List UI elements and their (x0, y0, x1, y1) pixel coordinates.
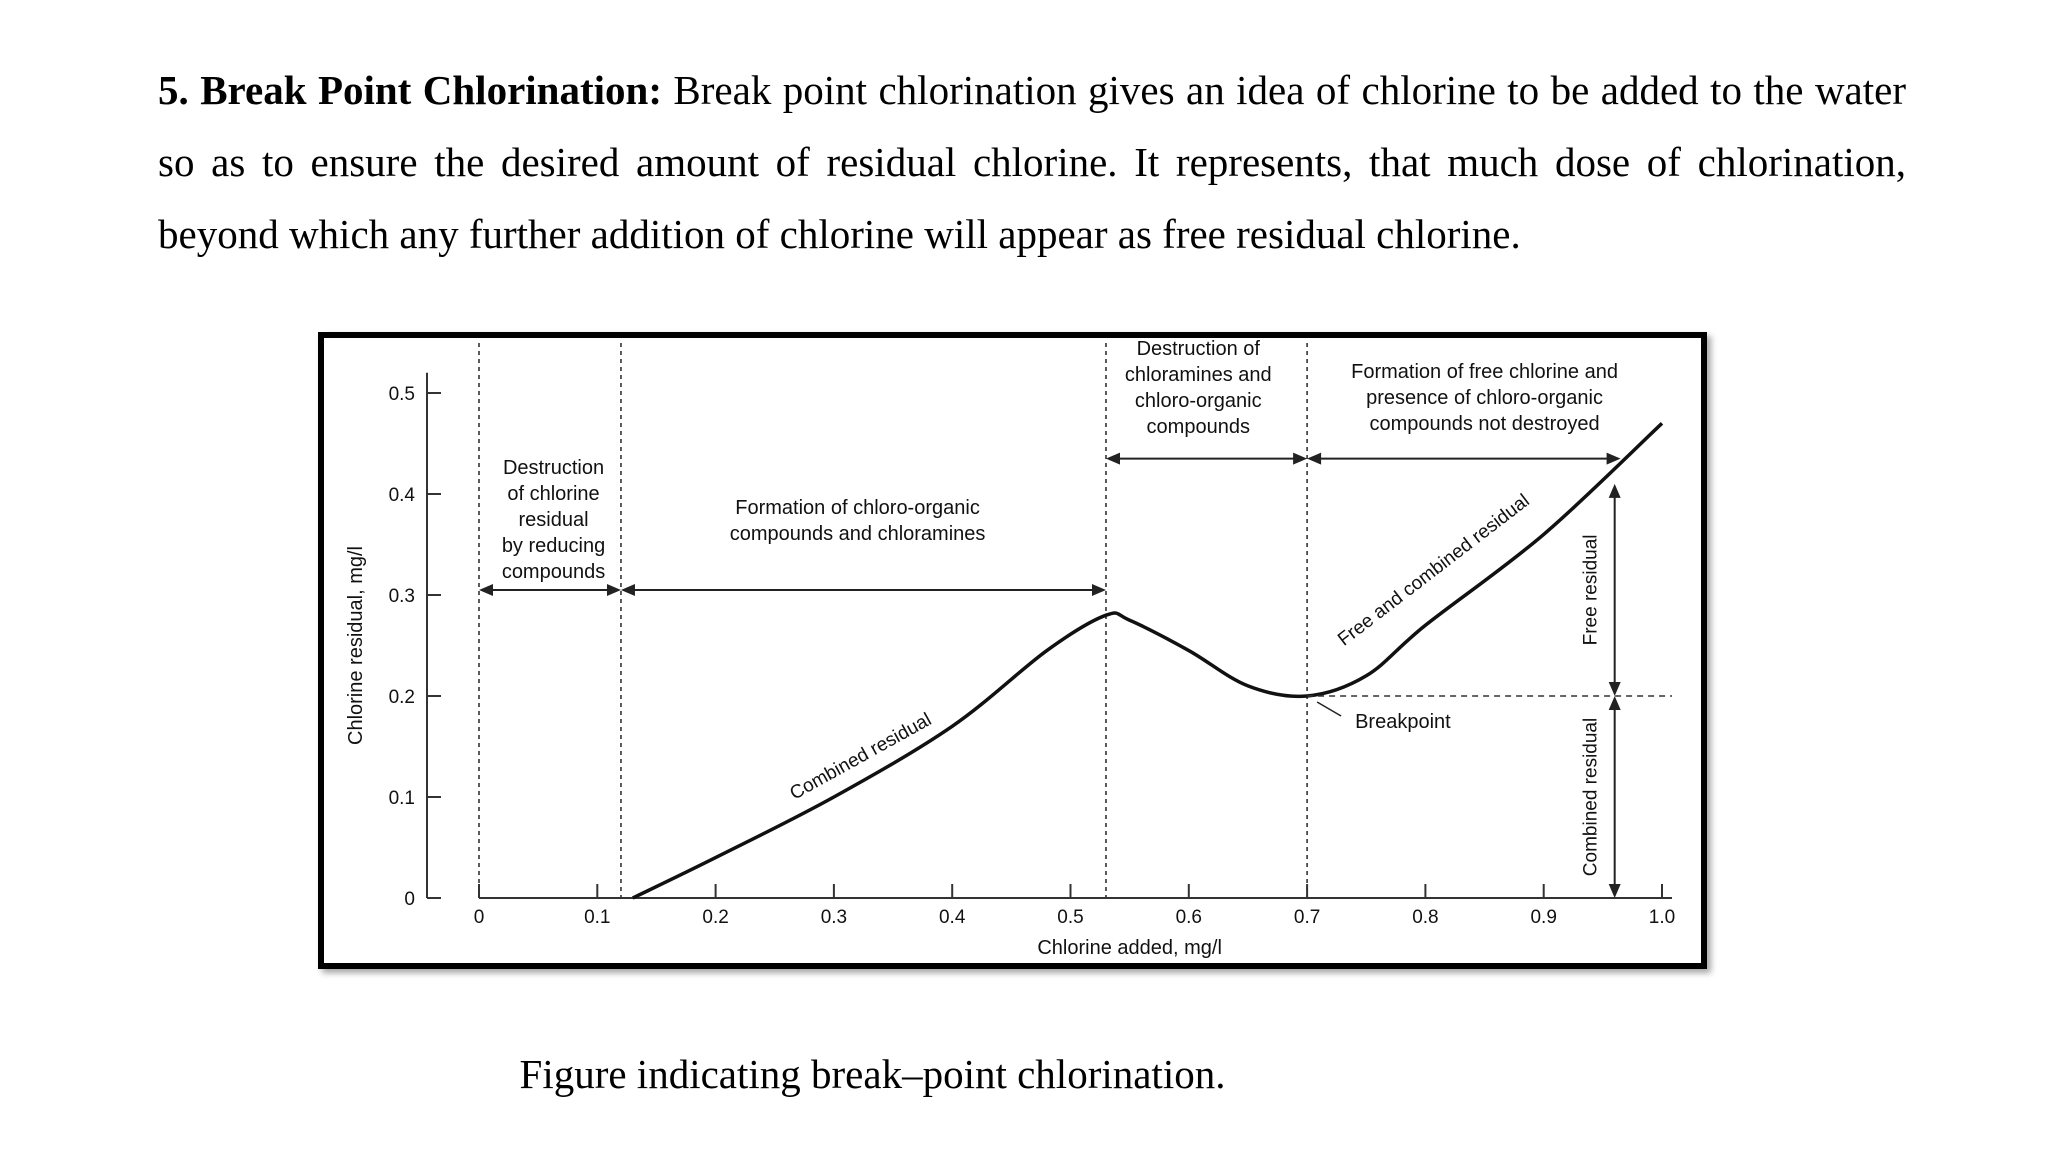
free-residual-arrow-head-top (1609, 484, 1621, 498)
paragraph-text: Break point chlorination gives an idea of chlorine to be added to the water so as to ensure the desired amount of residual chlorine. It represents, that much dose of chlorination, beyond which any further addition of chlorine will appear as free residual chlorine. (158, 67, 1906, 257)
x-tick-label: 0.3 (820, 907, 848, 928)
zone-3-text: chloro-organic (1134, 390, 1262, 412)
body-paragraph (158, 54, 1906, 270)
zone-2-arrow-head-right (1092, 584, 1106, 596)
x-tick-label: 0.2 (702, 907, 729, 928)
x-tick-label: 0.5 (1057, 907, 1084, 928)
zone-2-arrow-head-left (621, 584, 635, 596)
zone-1-text: by reducing (501, 534, 606, 557)
x-tick-label: 0.9 (1530, 907, 1557, 928)
zone-3-text: compounds (1146, 416, 1250, 438)
combined-residual-bar-label: Combined residual (1580, 717, 1602, 877)
x-tick-label: 0.4 (938, 907, 966, 928)
breakpoint-label: Breakpoint (1355, 711, 1451, 733)
zone-1-text: residual (518, 508, 589, 531)
chart-svg (324, 338, 1701, 963)
combined-residual-label: Combined residual (786, 709, 936, 805)
zone-4-text: Formation of free chlorine and (1351, 361, 1618, 383)
zone-4-text: compounds not destroyed (1369, 413, 1600, 435)
zone-2-text: Formation of chloro-organic (735, 497, 980, 520)
x-tick-label: 0.1 (584, 907, 611, 928)
residual-curve (633, 423, 1662, 898)
x-tick-label: 0.6 (1175, 907, 1203, 928)
free-residual-label: Free residual (1580, 534, 1602, 646)
y-tick-label: 0.4 (388, 485, 415, 506)
zone-2-text: compounds and chloramines (729, 523, 986, 546)
zone-3-arrow-head-left (1106, 453, 1120, 465)
zone-3-arrow-head-right (1293, 453, 1307, 465)
combined-residual-arrow-head-bottom (1609, 884, 1621, 898)
zone-3-text: Destruction of (1136, 338, 1260, 360)
zone-1-text: Destruction (502, 456, 605, 479)
y-axis-label: Chlorine residual, mg/l (345, 546, 367, 745)
zone-3-text: chloramines and (1124, 364, 1272, 386)
breakpoint-leader (1317, 702, 1341, 716)
chart-figure (318, 332, 1707, 969)
combined-residual-arrow-head-top (1609, 696, 1621, 710)
y-tick-label: 0.2 (388, 687, 415, 708)
free-combined-residual-label: Free and combined residual (1334, 490, 1534, 651)
x-tick-label: 1.0 (1648, 907, 1676, 928)
free-residual-arrow-head-bottom (1609, 682, 1621, 696)
zone-1-arrow-head-right (607, 584, 621, 596)
zone-1-arrow-head-left (479, 584, 493, 596)
zone-4-arrow-head-left (1307, 453, 1321, 465)
figure-caption: Figure indicating break–point chlorination. (519, 1051, 1226, 1097)
zone-1-text: of chlorine (507, 482, 600, 505)
x-tick-label: 0.8 (1412, 907, 1439, 928)
section-heading: 5. Break Point Chlorination: (158, 67, 662, 113)
zone-1-text: compounds (501, 560, 606, 583)
y-tick-label: 0 (404, 889, 415, 910)
y-tick-label: 0.5 (388, 384, 415, 405)
x-axis-label: Chlorine added, mg/l (1037, 937, 1222, 959)
y-tick-label: 0.3 (388, 586, 415, 607)
zone-4-text: presence of chloro-organic (1366, 387, 1603, 409)
x-tick-label: 0 (473, 907, 485, 928)
x-tick-label: 0.7 (1293, 907, 1321, 928)
y-tick-label: 0.1 (388, 788, 415, 809)
